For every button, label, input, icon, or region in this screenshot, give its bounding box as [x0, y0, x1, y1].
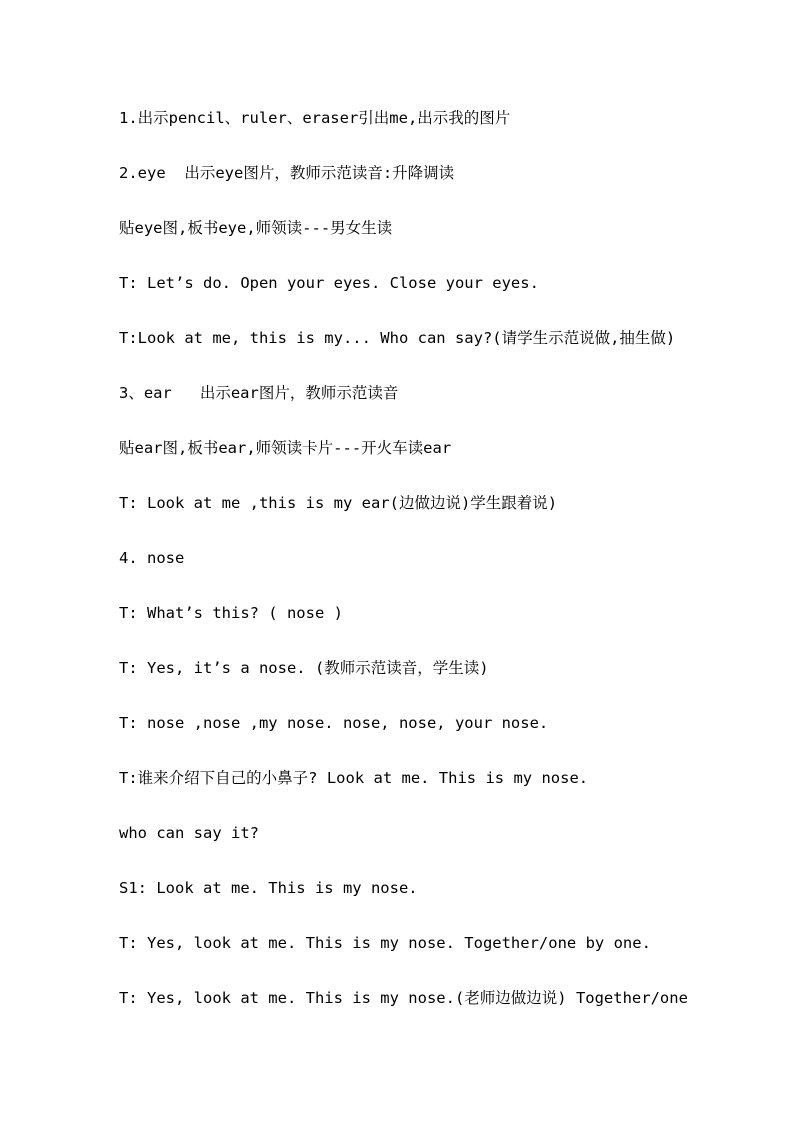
text-line: T: Yes, look at me. This is my nose. Together/one by one. [119, 934, 651, 952]
text-line: 4. nose [119, 549, 185, 567]
text-line: T: Look at me ,this is my ear(边做边说)学生跟着说) [119, 494, 558, 512]
text-line: T: What’s this? ( nose ) [119, 604, 343, 622]
text-line: 1.出示pencil、ruler、eraser引出me,出示我的图片 [119, 109, 511, 127]
text-line: T: nose ,nose ,my nose. nose, nose, your nose. [119, 714, 549, 732]
text-line: T: Yes, it’s a nose. (教师示范读音，学生读) [119, 659, 489, 677]
text-line: S1: Look at me. This is my nose. [119, 879, 418, 897]
text-line: 贴ear图,板书ear,师领读卡片---开火车读ear [119, 439, 452, 457]
text-line: T: Let’s do. Open your eyes. Close your eyes. [119, 274, 539, 292]
text-line: T: Yes, look at me. This is my nose.(老师边做边说) Together/one [119, 989, 688, 1007]
text-line: T:Look at me, this is my... Who can say?(请学生示范说做,抽生做) [119, 329, 676, 347]
text-line: 2.eye 出示eye图片，教师示范读音:升降调读 [119, 164, 455, 182]
text-line: T:谁来介绍下自己的小鼻子? Look at me. This is my nose. [119, 769, 589, 787]
text-line: 3、ear 出示ear图片，教师示范读音 [119, 384, 399, 402]
text-line: who can say it? [119, 824, 259, 842]
text-line: 贴eye图,板书eye,师领读---男女生读 [119, 219, 393, 237]
